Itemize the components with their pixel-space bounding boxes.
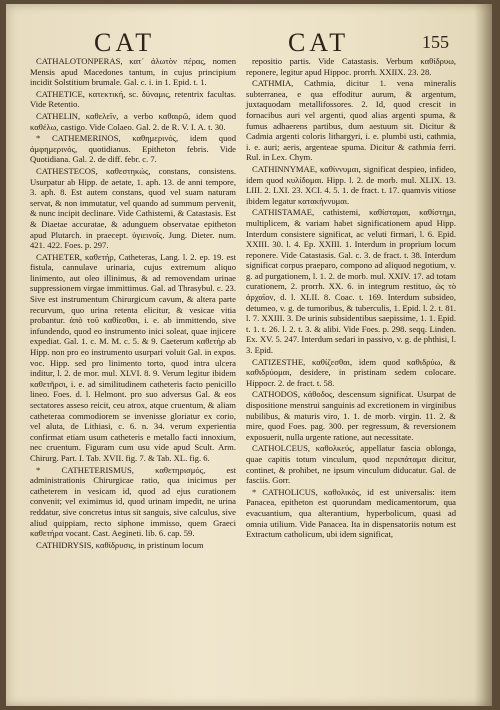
dictionary-entry: CATIZESTHE, καθίζεσθαι, idem quod καθιδρύω, & καθιδρύομαι, desidere, in pristinam sedem colocare. Hippocr. 2. de fract. t. 58. xyxy=(246,356,456,388)
dictionary-entry: * CATHETERISMUS, καθετηρισμός, est administrationis Chirurgicae ratio, qua inicimus per catheterem in vesicam id, quod ad ejus curationem convenit; vel eximimus id, quod urinam impedit, ne urina reddatur, sive concretus intus sit sanguis, sive calculus, sive aliud quippiam, recto siphone immisso, quem Graeci καθετήρα vocant. Cast. Aegineti. lib. 6. cap. 59. xyxy=(30,464,236,539)
header-left-word: CAT xyxy=(94,28,156,57)
left-column xyxy=(30,56,236,551)
dictionary-entry: CATHODOS, κάθοδος, descensum significat. Usurpat de dispositione menstrui sanguinis ad excretionem in virginibus nubilibus, & maturis viro, 1. 1. de morb. virgin. 11. 2. & mire, quod Foes. pag. 300. per regressum, & reversionem exposuerit, nulla urgente ratione, aut necessitate. xyxy=(246,389,456,442)
dictionary-entry: CATHOLCEUS, καθολκεύς, appellatur fascia oblonga, quae capitis totum vinculum, quod περιπάταμα dicitur, continet, & prohibet, ne ipsum vinculum diducatur. Gal. de fasciis. Gorr. xyxy=(246,443,456,486)
dictionary-entry: CATHALOTONPERAS, κατ᾽ ἀλωτὸν πέρας, nomen Mensis apud Macedones tantum, in cujus principium incidit Solstitium brumale. Gal. c. i. in 1. Epid. t. 1. xyxy=(30,56,236,88)
dictionary-entry: * CATHOLICUS, καθολικός, id est universalis: item Panacea, epitheton est quorundam medicamentorum, qua evacuantium, qua alterantium, hyperbolicum, quasi ad omnia utilium. Vide Panacea. Ita in dispensatoriis notum est Extractum catholicum, ubi idem significat, xyxy=(246,486,456,540)
page-gutter-shadow xyxy=(474,4,492,706)
dictionary-entry: CATHETICE, κατεκτική, sc. δύναμις, retentrix facultas. Vide Retentio. xyxy=(30,88,236,110)
dictionary-entry: CATHISTAMAE, cathistemi, καθίσταμαι, καθίστημι, multiplicem, & variam habet significationem apud Hipp. Interdum consistere significat, ac veluti firmari, l. 6. Epid. XXIII. 30. l. 4. Ep. XXIII. 1. Interdum in proprium locum reponere. Vide Catastasis. Gal. c. 3. de fract. t. 38. Interdum significat corpus praeparo, compono ad aliquod negotium, v. g. ad purgationem, l. 1. 2. de morb. mul. XXIV. 17. ad totam curationem, 2. prorrh. XX. 6. in integrum restituo, ὡς τὸ ἀρχαῖον, d. l. XLII. 8. Coac. t. 169. Interdum subsideo, detumeo, v. g. de tumoribus, & tuberculis, 1. Epid. l. 2. t. 81. l. 7. XXIII. 3. De urinis subsidentibus saepissime, 1. 1. Epid. t. 1. t. 26. l. 2. t. 3. & alibi. Vide Foes. p. 298. seqq. Linden. Ex. XV. 5. 247. Interdum sedari in passivo, v. g. de phthisi, l. 3. Epid. xyxy=(246,207,456,356)
dictionary-entry: CATHIDRYSIS, καθίδρυσις, in pristinum locum xyxy=(36,539,204,550)
dictionary-entry: * CATHEMERINOS, καθημερινός, idem quod ἀμφημερινός, quotidianus. Epitheton febris. Vide Quotidiana. Gal. 2. de diff. febr. c. 7. xyxy=(30,133,236,165)
dictionary-entry: CATHETER, καθετήρ, Catheteras, Lang. l. 2. ep. 19. est fistula, cannulave urinaria, cujus extremum aliquo linimento, aut oleo illinimus, & ad removendam urinae suppressionem virgae immittimus. Gal. ad Thrasybul. c. 23. Sive est instrumentum Chirurgicum cavum, & altera parte recurvum, quo urina retenta elicitur, & vesicae vitia probantur. ἀπὸ τοῦ καθίεσθαι, i. e. ab immittendo, sive infundendo, quod eo instrumento inici soleat, quae injicere expediat. Gal. 1. c. M. M. c. 5. & 9. Caeterum καθετήρ ab Hipp. non pro eo instrumento usurpari voluit Gal. in expos. voc. Hipp. sed pro linimento torto, quod intra ulcera inditur, l. 2. de mor. mul. XLVI. 8. 9. Verum legitur ibidem καθετῆρσι, i. e. ad similitudinem catheteris facto penicillo lineo. Foes. d. l. Helmont. pro suo adversus Gal. & eos sectatores asseso reicit, ceu atrox, atque cruentum, & aliam catheteraa commodiorem se invenisse gloriatur ex corio, vel aluta, de Lithiasi, c. 6. n. 34. verum experientia confirmat etiam usum catheteris e metallo facti innoxium, nec cruentum. Figuram cum usu vide apud Scult. Arm. Chirurg. Part. I. Tab. XVII. fig. 7. & Tab. XL. fig. 6. xyxy=(30,251,236,463)
dictionary-entry: CATHELIN, καθελεῖν, a verbo καθαιρῶ, idem quod καθέλω, castigo. Vide Colaeo. Gal. 2. de R. V. I. A. t. 30. xyxy=(30,110,236,132)
right-column xyxy=(246,56,456,541)
dictionary-entry: CATHESTECOS, καθεστηκώς, constans, consistens. Usurpatur ab Hipp. de aetate, 1. aph. 13. de anni tempore, 3. aph. 8. Est autem constans, quod vel suam naturam servat, & non immutatur, vel quando ad summum pervenit, & nunc incipit declinare. Vide Cathistemi, & Catastasis. Est & Diaetae accuratae, & adunguem observatae epitheton apud Plutarch. in praecept. ὑγιεινοῖς. Jung. Dieter. num. 421. 422. Foes. p. 297. xyxy=(30,165,236,251)
dictionary-entry: repositio partis. Vide Catastasis. Verbum καθίδρυω, reponere, legitur apud Hippoc. prorrh. XXIIX. 23. 28. xyxy=(246,56,456,77)
dictionary-entry: CATHMIA, Cathmia, dicitur 1. vena mineralis subterranea, e qua effoditur aurum, & argentum, juxtaquodam metallifossores. 2. Id, quod crescit in fornacibus auri vel argenti, quod alias argenti spuma, & fumus adhaerens partibus, dum aestuum sit. Dicitur & Cadmia argenti coloris lithargyri, i. e. plumbi usti, cathmia, i. e. auri; aeris, argenteae spuma. Dicitur & cathmia ferri. Rul. in Lex. Chym. xyxy=(246,78,456,163)
header-right-word: CAT xyxy=(288,28,350,57)
page-number: 155 xyxy=(422,32,449,52)
book-page xyxy=(6,4,492,706)
running-header xyxy=(6,28,492,56)
dictionary-entry: CATHINNYMAE, καθίννυμαι, significat despieo, infideo, idem quod κυλίδομαι. Hipp. l. 2. de morb. mul. XLIX. 13. LIII. 2. LXI. 23. XCI. 4. 5. 1. de fract. t. 17. quamvis vitiose ibidem legatur κατακήννυμαι. xyxy=(246,163,456,206)
